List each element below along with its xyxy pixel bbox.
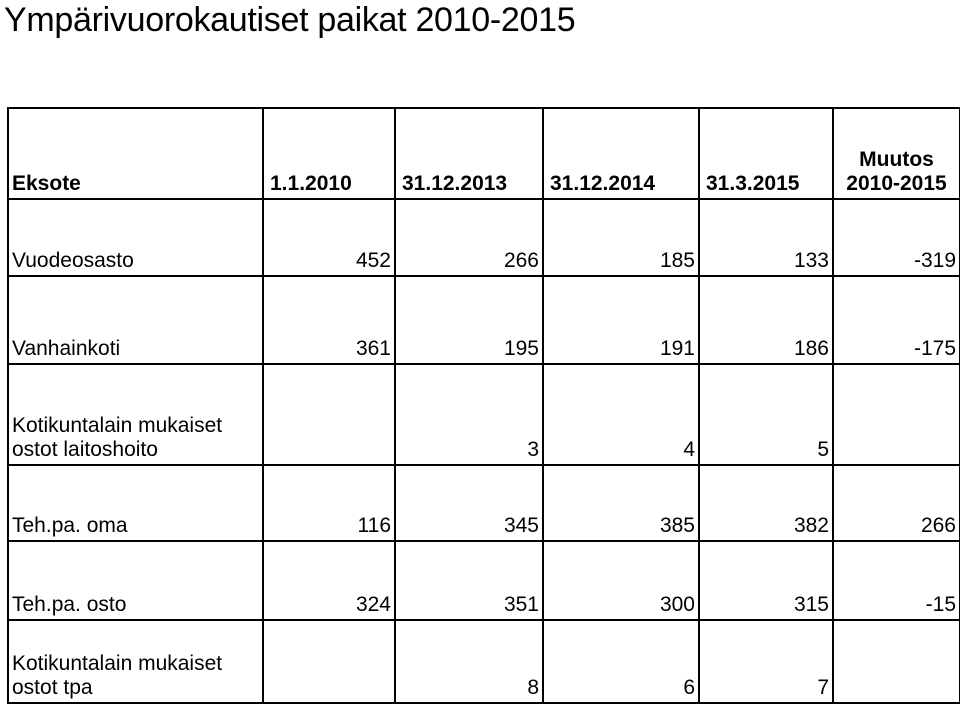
header-col-2: 31.12.2013 <box>395 108 543 199</box>
table-cell: 266 <box>395 199 543 276</box>
header-col-4: 31.3.2015 <box>699 108 833 199</box>
table-row <box>8 465 960 541</box>
table-cell: 361 <box>263 276 395 364</box>
table-cell: 452 <box>263 199 395 276</box>
page-title: Ympärivuorokautiset paikat 2010-2015 <box>4 1 576 39</box>
table-cell: 324 <box>263 541 395 620</box>
table-cell: -319 <box>833 199 960 276</box>
table-cell: 6 <box>543 620 699 703</box>
data-table <box>7 107 960 704</box>
table-cell: 382 <box>699 465 833 541</box>
table-cell: 8 <box>395 620 543 703</box>
row-label: Kotikuntalain mukaiset ostot laitoshoito <box>8 364 263 465</box>
row-label: Vuodeosasto <box>8 199 263 276</box>
table-cell: 300 <box>543 541 699 620</box>
table-header-row <box>8 108 960 199</box>
table-row <box>8 199 960 276</box>
table-row <box>8 276 960 364</box>
table-cell: 266 <box>833 465 960 541</box>
table-cell: 3 <box>395 364 543 465</box>
table-cell: 186 <box>699 276 833 364</box>
row-label: Teh.pa. osto <box>8 541 263 620</box>
table-cell: 185 <box>543 199 699 276</box>
row-label: Kotikuntalain mukaiset ostot tpa <box>8 620 263 703</box>
table-cell: 133 <box>699 199 833 276</box>
table-cell: 385 <box>543 465 699 541</box>
table-cell <box>263 620 395 703</box>
header-eksote: Eksote <box>8 108 263 199</box>
row-label: Teh.pa. oma <box>8 465 263 541</box>
table-cell: -175 <box>833 276 960 364</box>
header-col-1: 1.1.2010 <box>263 108 395 199</box>
table-cell: -15 <box>833 541 960 620</box>
table-cell: 7 <box>699 620 833 703</box>
table-row <box>8 620 960 703</box>
table-cell: 4 <box>543 364 699 465</box>
header-col-3: 31.12.2014 <box>543 108 699 199</box>
table-cell: 191 <box>543 276 699 364</box>
header-muutos: Muutos 2010-2015 <box>833 108 960 199</box>
table-cell: 195 <box>395 276 543 364</box>
table-row <box>8 541 960 620</box>
table-cell: 345 <box>395 465 543 541</box>
table-cell <box>263 364 395 465</box>
table-cell <box>833 364 960 465</box>
table-cell: 5 <box>699 364 833 465</box>
table-cell: 116 <box>263 465 395 541</box>
row-label: Vanhainkoti <box>8 276 263 364</box>
table-cell <box>833 620 960 703</box>
table-row <box>8 364 960 465</box>
table-cell: 351 <box>395 541 543 620</box>
table-cell: 315 <box>699 541 833 620</box>
